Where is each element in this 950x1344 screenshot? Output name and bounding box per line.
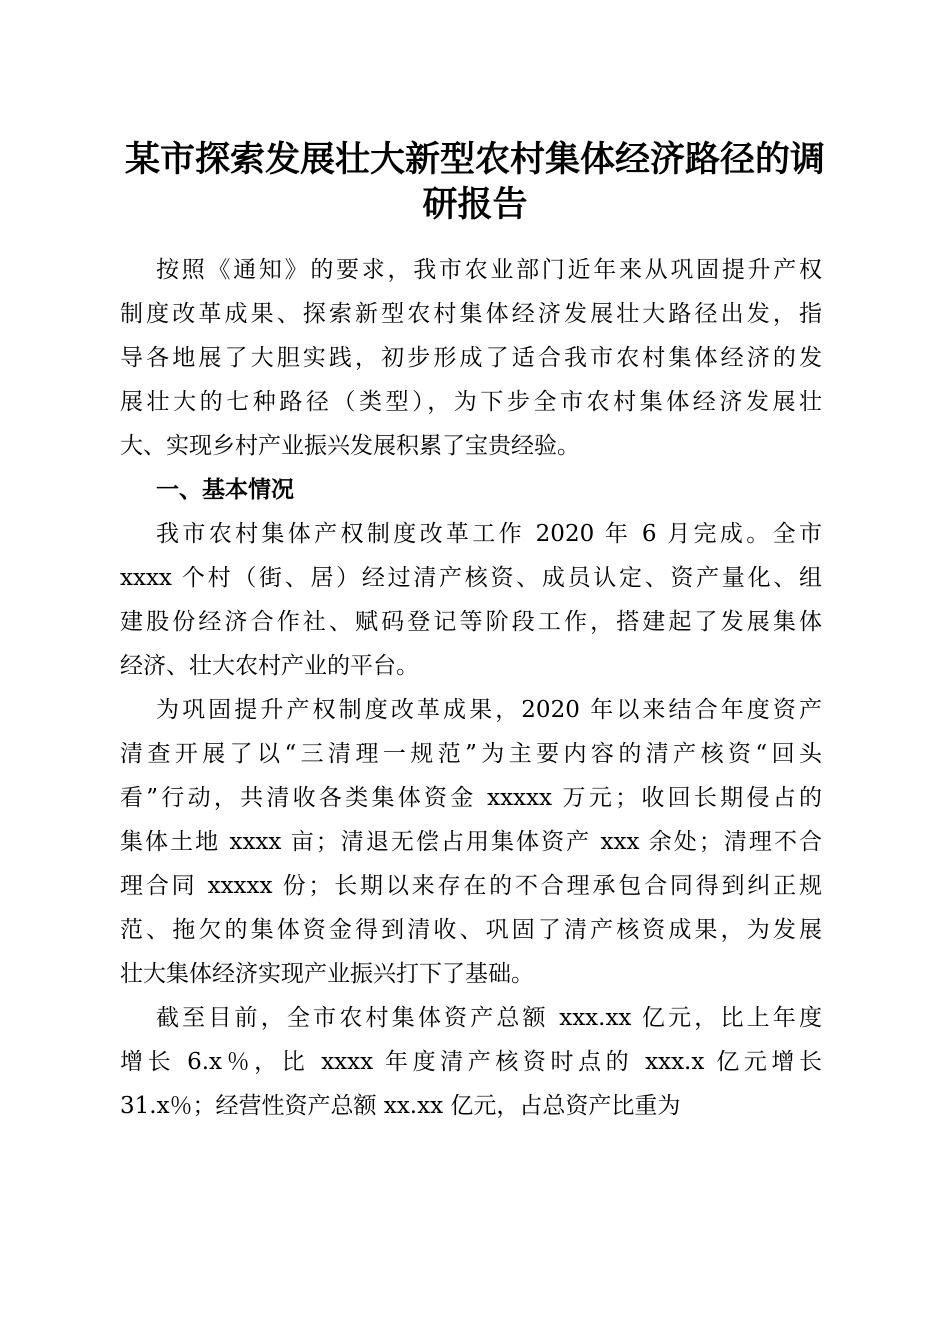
paragraph-line: 我市农村集体产权制度改革工作 2020 年 6 月完成。全市: [156, 521, 822, 547]
document-body: [120, 248, 822, 1128]
paragraph-line: 大、实现乡村产业振兴发展积累了宝贵经验。: [120, 433, 580, 459]
paragraph-line: 31.x％；经营性资产总额 xx.xx 亿元，占总资产比重为: [120, 1093, 681, 1119]
paragraph-line: 截至目前，全市农村集体资产总额 xxx.xx 亿元，比上年度: [156, 1005, 822, 1031]
paragraph-line: 清查开展了以“三清理一规范”为主要内容的清产核资“回头: [120, 741, 822, 767]
paragraph-line: 范、拖欠的集体资金得到清收、巩固了清产核资成果，为发展: [120, 917, 822, 943]
paragraph-line: 增长 6.x％，比 xxxx 年度清产核资时点的 xxx.x 亿元增长: [120, 1049, 822, 1075]
paragraph-line: 导各地展了大胆实践，初步形成了适合我市农村集体经济的发: [120, 345, 822, 371]
paragraph-line: 理合同 xxxxx 份；长期以来存在的不合理承包合同得到纠正规: [120, 873, 822, 899]
paragraph-line: 经济、壮大农村产业的平台。: [120, 653, 419, 679]
section-heading: 一、基本情况: [156, 476, 294, 503]
paragraph-line: 制度改革成果、探索新型农村集体经济发展壮大路径出发，指: [120, 301, 822, 327]
paragraph-line: 展壮大的七种路径（类型），为下步全市农村集体经济发展壮: [120, 389, 822, 415]
paragraph-line: 建股份经济合作社、赋码登记等阶段工作，搭建起了发展集体: [120, 609, 822, 635]
paragraph-line: 看”行动，共清收各类集体资金 xxxxx 万元；收回长期侵占的: [120, 785, 822, 811]
paragraph-line: 壮大集体经济实现产业振兴打下了基础。: [120, 961, 534, 987]
document-title-line-1: 某市探索发展壮大新型农村集体经济路径的调: [124, 139, 825, 180]
paragraph-line: 按照《通知》的要求，我市农业部门近年来从巩固提升产权: [156, 257, 822, 283]
document-title-line-2: 研报告: [422, 184, 528, 225]
paragraph-line: 集体土地 xxxx 亩；清退无偿占用集体资产 xxx 余处；清理不合: [120, 829, 822, 855]
paragraph-line: 为巩固提升产权制度改革成果，2020 年以来结合年度资产: [156, 697, 822, 723]
paragraph-line: xxxx 个村（街、居）经过清产核资、成员认定、资产量化、组: [120, 565, 822, 591]
